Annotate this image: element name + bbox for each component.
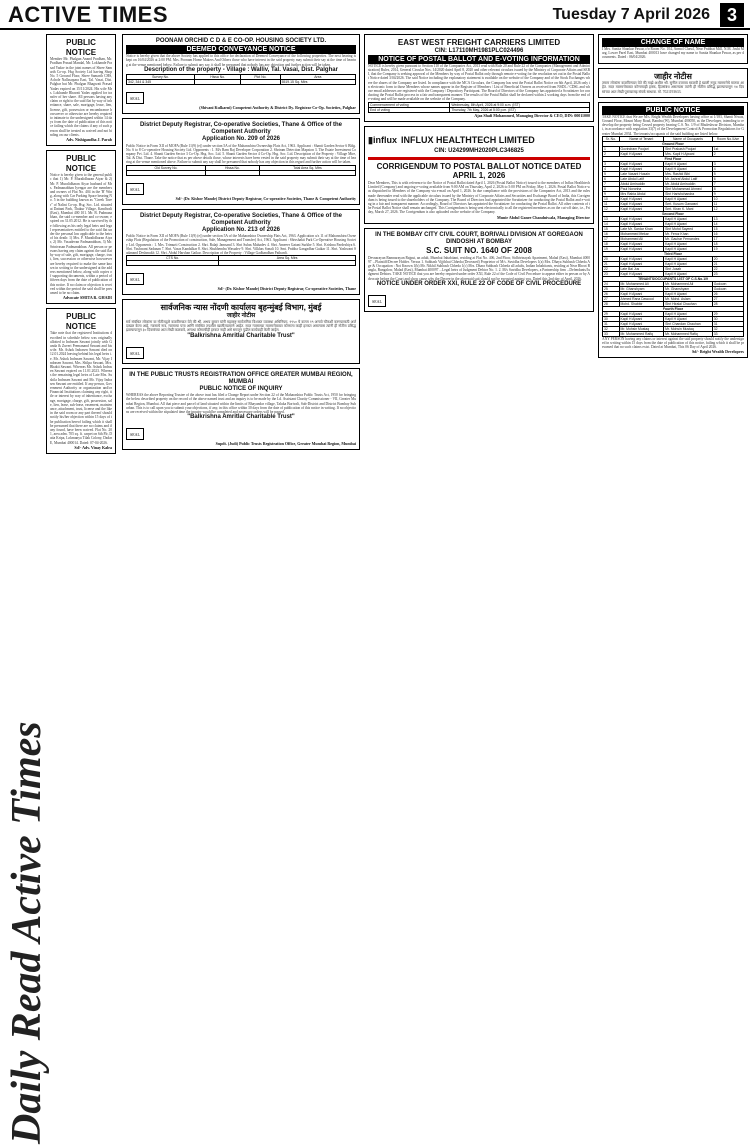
column-3 [364,34,594,1144]
property-table [126,165,356,176]
notice-heading: CORRIGENDUM TO POSTAL BALLOT NOTICE DATED APRIL 1, 2026 [376,161,582,181]
table-header: Total Area Sq. Mtrs [259,165,355,170]
ddr-notice-1 [122,118,360,205]
ddr-title: District Deputy Registrar, Co-operative Societies, Thane & Office of the Competent Authority [139,121,343,136]
property-table [126,255,356,266]
wing-heading: TENANTS/OCCUPANTS LIST OF C.S.No.1/9 [603,276,744,281]
newspaper-header [0,0,750,30]
public-notice-2 [46,150,116,304]
marathi-subtitle: जाहीर नोटीस [226,312,256,319]
table-cell [195,79,241,84]
society-title: POONAM ORCHID C D & E CO-OP. HOUSING SOCIETY LTD. [155,38,327,44]
notice-signature: Sd/- Adv. Vinay Kalra [74,444,112,450]
influx-corrigendum-notice [364,126,594,224]
table-header: Area Sq. Mtrs [219,256,356,261]
table-header: Plot No. [241,74,280,79]
notice-body-text: Devnarayan Ramnarayan Rajput, an adult, Mumbai Inhabitant, residing at Flat No. 406, 2nd Floor, Sidhivinayak Apartment, Malad (East), Mumbai 400097 ...Plaintiff/Decree Holder. Versus 1. Subhash Vijjibhai Chheda (Deceased) Proprietor of M/s. Suvidha Developers 1(a) Mrs. Dhaya Subhash Chheda Age & Occupation : Not Known 1(b) Mr. Nikhil Subhash Chheda 1(c) Mrs. Dhara Subhash Chheda all adults, Indian Inhabitants, residing at Near Bhoot Bangla, Bungalow, Malad (East), Mumbai 400097 ...Legal heirs of Judgment Debtor No. 1. 2. M/s Suvidha Developers, a Partnership firm ...Defendants/Judgment Debtors. TAKE NOTICE that you are hereby required under order XXI, Rule 22 of the Code of Civil Procedure to appear either in person or by Advocate before the Court and show cause why the Decree in the aforesaid suit should not be executed against you. Dated this 2nd day of April, 2026. [368,255,590,281]
notice-body-text: TAKE NOTICE that We are M/s. Bright Wealth Developers having office at 1/183, Shanti Niwas, Ground Floor, Mount Mary Road, Bandra (W), Mumbai 400050, as the Developer, intending to redevelop the property being Cessed property bearing C.S. No. 1/9 of Bhuleshwar Division, Mumbai, in accordance with regulation 33(7) of the Development Control & Promotion Regulations for Greater Mumbai 2034. The tenants/occupants of the said building are listed below. [602,114,744,136]
notice-body-text: Notice is hereby given to the general public that 1) Mr. P. Muralidharan Aiyar & 2) Mr. P. Muralidharan Aiyar husband of Mrs. Padmanabhan Iyengar are the members and owners of Flat No. 404 in the 'B' Wing, along with Car Parking Space bearing No. 5 in the building known as "Greek Taver" of Nalini Co-op. Hsg. Soc. Ltd. situated at Dattani Park, Thakur Village, Kandivali (East), Mumbai 400 101. Mr. B. Padmanabhan, the said co-member and co-owner, expired on 31.05.2012. He is survived by the following as his only legal heirs and legal representatives entitled to the said flat under the personal law applicable to the heirs of his death: 1) Mrs. P. Muralidharan Aiyar, 2) Mr. Vasudevan Padmanabhan, 3) Mr. Srinivasan Padmanabhan. All person or persons having any claim against the said flat by way of sale, gift, mortgage, charge, trust, lien, succession or otherwise howsoever are hereby required to make the same known in writing to the undersigned at the address mentioned below, along with copies of supporting documents, within a period of fifteen days from the date of publication of this notice. If no claim or objection is received within the period the said shall be presumed to be no claim. [50,173,112,295]
table-cell: End of voting [369,107,450,112]
notice-body-text: तमाम लोकांना कळविण्यात येते की माझे अशील श्री. सुनील दत्तात्रय साळवी हे खाली नमूद मालमत्तेचे मालक आहेत. सदर मालमत्तेबाबत कोणाचाही हक्क, हितसंबंध असल्यास त्यांनी ही नोटीस प्रसिद्ध झाल्यापासून १४ दिवसांच्या आत लेखी पुराव्यासह संपर्क साधावा. मो. 7021193633. [602,81,744,94]
table-header: Name of Tenant [619,136,664,141]
table-cell: Commencement of voting [369,102,450,107]
notice-signature: Ajaz Shafi Mohammed, Managing Director & CEO, DIN: 00011000 [474,112,590,118]
notice-body-text: ANY PERSON having any claims or interest against the said property should notify the undersigned in writing within 15 days from the date of publication of this notice, failing which it shall be presumed that no such claims exist. Dated at Mumbai, This 06 Day of April 2026. [602,336,744,350]
notice-signature: (Shivani Kulkarni) Competent Authority & District Dy. Registrar Co-Op. Societies, Palghar [199,104,356,110]
notice-body-text: Dear Members, This is with reference to the Notice of Postal Ballot dated April 1, 2026 (Postal Ballot Notice) issued to the members of Influx Healthtech Limited (Company) and ongoing e-voting available from 9:00 AM on Thursday, April 2, 2026 to 5:00 PM on Friday, May 1, 2026. Postal Ballot Notice was dispatched to Members of the Company via e-mail on April 1, 2026. In due compliance with the provisions of the Companies Act, 2013 and the rules made thereunder read with the applicable circulars issued by the Ministry of Corporate Affairs and Securities and Exchange Board of India, this Corrigendum is being issued to the shareholders of the Company. The Board of Directors had appointed the Scrutinizer for conducting the Postal Ballot and e-voting in a fair and transparent manner. Accordingly, Board of Directors has appointed the Scrutinizer for conducting the Postal Ballot. All other contents of the Postal Ballot Notice shall remain unchanged. This Corrigendum is being sent electronically to all the registered members as on the cut-off date, i.e., Friday, March 27, 2026. The Corrigendum is also uploaded on the website of the Company. [368,180,590,215]
application-number: Application No. 213 of 2026 [201,226,281,233]
column-1 [46,34,116,1144]
floor-row: Third Floor [603,251,744,256]
suit-number: S.C. SUIT NO. 1640 OF 2008 [426,245,532,255]
pt-subtitle: PUBLIC NOTICE OF INQUIRY [199,386,283,393]
page-number: 3 [720,3,744,27]
table-header: Room No./Use [712,136,743,141]
notice-heading: DEEMED CONVEYANCE NOTICE [126,45,356,54]
ewf-postal-ballot-notice [364,34,594,122]
notice-body-text: Public Notice in Form XII of MOFA (Rule 11(9) (e)) under section 5A of the Maharashtra Ownership Flats Act, 1963. Application u/s 11 of Maharashtra Ownership Flats (Regulation of the Promotion of construction, Sale, Management and Transfer) Act, 1963. Applicant : Shivshakti Park Co-Operative Housing Society Ltd. Opponents : 1. Mrs. Trimurti Construction 2. Shri. Balaji Jamsand 3. Shri Suhas Mahadev 4. Shri. Ameeer Gatani Surkhe 5. Shri. Krishna Pardeshiya 6. Shri. Yashwant Sadanan 7. Shri. Vasas Kandalkar 8. Shri. Shubhendra Wasudev 9. Shri. Vilkhas Sonali 10. Smt. Prabha Gangadhar Gaikar 11. Shri. Yashwant Sadanand Deshmukh 12. Shri. Abdul Harshan Gaikar. Description of the Property : Village Gadbandhan Pathardi. [126,234,356,255]
notice-body-text: NOTICE is hereby given pursuant to Section 110 of the Companies Act, 2013 read with Rule 20 and Rule 22 of the Companies (Management and Administration) Rules, 2014, General Circular Nos. 14/2020 dated April 8, 2020 and other relevant circulars issued by the Ministry of Corporate Affairs and SEBI, that the Company is seeking approval of the Members by way of Postal Ballot only through remote e-voting for the resolution set out in the Postal Ballot Notice dated 3/04/2026. The said Notice including the explanatory statement is available on the website of the Company and of the Stock Exchanges where the shares of the Company are listed. In compliance with the MCA Circulars, the Company has sent the Postal Ballot Notice on 6th April, 2026 only in electronic form to those Members whose names appear in the Register of Members / List of Beneficial Owners as received from NSDL / CDSL and whose email addresses are registered with the Company / Depository Participant. The Board of Directors of the Company has appointed a Scrutinizer for conducting the Postal Ballot process in a fair and transparent manner. The results of the Postal Ballot shall be declared within 2 working days from the end of e-voting and will be made available on the website of the Company. [368,63,590,102]
table-cell: 5519.15 Sq. Mtrs [280,79,355,84]
office-seal: SEAL [126,183,144,195]
table-header: Area [280,74,355,79]
office-seal: SEAL [126,92,144,104]
influx-logo: ▮influx [368,134,397,145]
court-title: IN THE BOMBAY CITY CIVIL COURT, BORIVALI DIVISION AT GOREGAON DINDOSHI AT BOMBAY [375,231,583,245]
notice-signature: Advocate SMITA R. GHADI [62,295,112,301]
floor-row: First Floor [603,156,744,161]
notice-body-text: Public Notice in Form XII of MOFA (Rule 11(9) (e)) under section 5A of the Maharashtra Ownership Flats Act, 1963. Applicant : Shanti Garden Sector 6 Bldg. No. 6 to 8 Co-operative Housing Society Ltd. Opponents : 1. M/s Ram Raj Developer Corporation 2. Shriram Detection Mapsion 3. The Estate Investment Company Pvt. Ltd. 4. Shanti Garden Sector 3 Co-Op. Hsg. Soc. Ltd. 5. Shanti Garden Sector 4 Co-Op. Hsg. Soc. Ltd. Description of the Property : Village Mire, Tal. & Dist. Thane. Take the notice that as per above details those, whose interests have been vested in the said property may submit their say at the time of hearing at the venue mentioned above. Failure to submit any say shall be presumed that nobody has any objection in this regard and further action will be taken. [126,143,356,165]
floor-row: Fourth Floor [603,306,744,311]
tenants-table: Sr. No. Name of Tenant Name of Occupants Room No./Use Ground Floor 1 Govindram Poojari Shri Prakash Poojari 1st 2 Kapil H Ajwani Mrs. Kapil H Ajwani 2 First Floor 3 Kapil H Ajwani Kapil H Ajwani 3 4 Kapil H Ajwani Kapil H Ajwani 4 5 Late Vasant Husain Mrs. Rashid Bibi 5 6 Late Abdul Latif Mr. Ashraf Abdul Latif 6 7 Abdul Amiruddin Mr. Abdul Amiruddin 7 8 Paul Noronha Shri Muhammad Ahmed 8 9 Mrs Rabia Abdul Shri Harishchandra 9 10 Kapil H Ajwani Kapil H Ajwani 10 11 Kapil H Ajwani Smt. Kusum Ganwani 11 12 Kapil H Ajwani Smt. Kiran K. Mani 12 Second Floor 13 Kapil H Ajwani Kapil H Ajwani 13 14 Kapil H Ajwani Kapil H Ajwani 14 15 Late Mr. Sardar Khan Shri Mohd Sayeed 15 16 Mohammed Iftekar Mr. Feroz Khan 16 17 Mohammed Ali Mr. Gauhar Fernandes 17 18 Kapil H Ajwani Kapil H Ajwani 18 19 Kapil H Ajwani Kapil H Ajwani 19 Third Floor 20 Kapil H Ajwani Kapil H Ajwani 20 21 Kapil H Ajwani Kapil H Ajwani 21 22 Late Bai Jus Shri Jusab 22 23 Kapil H Ajwani Kapil H Ajwani 23 TENANTS/OCCUPANTS LIST OF C.S.No.1/9 24 Mr. Mohammed Ali Mr. Mohammed Ali Godown 25 Mr. Ghanshyam Mr. Ghanshyam Godown 26 Kapil H Ajwani Kapil H Ajwani 26 27 Ahmed Rana Dawood Mr. Mohd. Aslam 27 28 Mohd. Shabbir Shri Hiralal Chauhan 28 Fourth Floor 29 Kapil H Ajwani Kapil H Ajwani 29 30 Kapil H Ajwani Kapil H Ajwani 30 31 Kapil H Ajwani Shri Chandan Chauhan 31 32 Mr. Mohsin Mustaq Mr. Mohsin Mustaq 32 33 Mr. Mohammed Rafiq Mr. Mohammed Rafiq 33 [602,136,744,337]
company-name: EAST WEST FREIGHT CARRIERS LIMITED [397,38,561,47]
public-trusts-notice [122,368,360,451]
table-header: Survey No. [127,74,195,79]
table-cell: Wednesday, 8th April, 2026 at 9:00 a.m. (IST) [450,102,590,107]
notice-signature: Supdt. (Judi) Public Trusts Registration Office, Greater Mumbai Region, Mumbai [215,441,356,447]
notice-signature: Sd/- (Dr. Kishor Mande) District Deputy Registrar, Co-operative Societies, Thane & Competent Authority [175,195,356,201]
office-seal: SEAL [126,273,144,285]
property-table [126,74,356,85]
notice-body-text: Take note that the registered Institutions described in schedule below was originally allotted to Indrasen Sawant jointly with Gunda & Zuveri Premanand Sawant and his wife. Mr. Ashok Indrasen Sawant died on 12.01.2024 leaving behind his legal heirs i.e. Mr. Ashok Indrasen Sawant, Mr. Vijay Indrasen Sawant, Mrs. Shilpa Sawant, Mrs. Bhakti Sawant. Whereas Mr. Ashok Indrasen Sawant expired on 11.01.2023. Whereas the remaining legal heirs of Late Mrs. Sushila Indrasen Sawant and Mr. Vijay Indrasen Sawant are entitled. If any person, Government Authority or organization and/or Financial Institutions claiming any right, title or interest by way of inheritance, exchange, mortgage, charge, gift, possession, sale, lien, lease, sub-lease, easement, maintenance, attachment, trust, license and the like in the said room or any part thereof should notify his/her objection within 15 days of the publication hereof failing which it shall be presumed that there are no claims and if any found, have been waived. Flat No. 201, area adm. 705 sq. ft. carpet on 6th Flr, Datta Kripa, Lokmanya Tilak Colony, Dadar E, Mumbai 400014. Dated: 07-04-2026. [50,331,112,445]
notice-heading: CHANGE OF NAME [602,38,744,47]
office-seal: SEAL [126,428,144,440]
notice-body-text: Member Mr. Phalgun Anand Pradhan, Mr. Pradhan Prasad Mandal, Mr. Lokhande Prasad Yadav in the joint names of Shree Samarth Co-op. Hsg Society Ltd having Shop No. 5 Ground Floor, Shree Samarth CHS, Achole Nallasopara East, Tal. Vasai, Dist. Palghar but Mr. Phalgun Bhagwati Prasad Yadav expired on 15/11/2024. His wife Mrs. Lokhande Bhavati Yadav applied for transfer of her share. All persons having any claim or right to the said flat by way of inheritance, share, sale, mortgage, lease, lien, license, gift, possession or encumbrance howsoever or otherwise are hereby required to intimate to the undersigned within 14 days from the date of publication of this notice failing which the claims if any of such person shall be treated as waived and not binding on our clients. [50,57,112,137]
table-header: CTS No. [127,256,219,261]
property-description: Description of the property - Village : Walliv, Tal. Vasai, Dist. Palghar [144,66,338,73]
court-notice-heading: NOTICE UNDER ORDER XXI, RULE 22 OF CODE OF CIVIL PROCEDURE [376,280,582,287]
floor-row: Ground Floor [603,141,744,146]
table-cell: 342, 344 & 345 [127,79,195,84]
court-seal: SEAL [368,295,386,307]
notice-title: PUBLIC NOTICE [65,312,97,331]
trust-name: "Balkrishna Amritlal Charitable Trust" [187,414,295,421]
company-cin: CIN: L17110MH1981PLC024496 [434,47,524,54]
public-notice-1 [46,34,116,146]
pt-title: IN THE PUBLIC TRUSTS REGISTRATION OFFICE GREATER MUMBAI REGION, MUMBAI [129,371,353,385]
notice-heading: जाहीर नोटीस [654,71,692,81]
marathi-trust-notice [122,299,360,364]
trust-name: "Balkrishna Amritlal Charitable Trust" [187,332,295,339]
notice-body-text: WHEREAS the above Reporting Trustee of the above trust has filed a Change Report under Section 22 of the Maharashtra Public Trusts Act, 1950 for bringing the below described property on the record of the above named trust and an inquiry is to be made by the Ld. Assistant Charity Commissioner - VII, Greater Mumbai Region, Mumbai. All that piece and parcel of land situated within the limits of Bhayandar village, Taluka Borivali, Sub-District and District Bombay Suburban. This is to call upon you to submit your objections, if any, in this office within 30 days from the date of publication of this notice in writing. If no objections are received within the stipulated time the inquiry would be completed and necessary orders will be passed. [126,393,356,415]
notice-body-text: सर्व संबंधित लोकांना या नोटीसद्वारे कळविण्यात येते की श्री. अभय कुमार यांनी महाराष्ट्र सार्वजनिक विश्वस्त व्यवस्था अधिनियम, १९५० चे कलम १९ अन्वये चौकशी करण्यासाठी अर्ज दाखल केला आहे. न्यासाचे नाव, न्यासाचा पत्ता आणि संबंधित तपशील खालीलप्रमाणे आहेत. सदर न्यासाच्या मालमत्तेबाबत कोणाला काही हरकत असल्यास त्यांनी ही नोटीस प्रसिद्ध झाल्यापासून ३० दिवसांच्या आत लेखी कळवावे, अन्यथा कोणाचीही हरकत नाही असे समजून पुढील कार्यवाही केली जाईल. [126,319,356,333]
company-name: INFLUX HEALTHTECH LIMITED [400,134,535,145]
notice-signature: Munir Abdul Ganee Chandniwala, Managing Director [497,214,590,220]
notice-heading: NOTICE OF POSTAL BALLOT AND E-VOTING INFORMATION [368,55,590,64]
issue-date: Tuesday 7 April 2026 [552,6,710,23]
notice-signature: Sd/- (Dr. Kishor Mande) District Deputy Registrar, Co-operative Societies, Thane [217,286,356,292]
notice-body-text: Notice is hereby given that the above Society has applied to this office for declaration of Deemed Conveyance of the following properties. The next hearing is kept on 16/04/2026 at 2:00 PM. Mrs. Poonam Home Makers And Others those who have interest in the said property may submit their say at the time of hearing at the venue mentioned below. Failure to submit any say, it shall be presumed that nobody has any objection and further action will be taken. [126,54,356,67]
notice-title: PUBLIC NOTICE [65,154,97,173]
evoting-schedule-table [368,102,590,113]
column-2 [122,34,360,1144]
deemed-conveyance-notice [122,34,360,114]
change-of-name [598,34,748,64]
spine-text: Daily Read Active Times [4,721,50,1144]
office-seal: SEAL [126,347,144,359]
column-4 [598,34,748,1144]
ddr-title: District Deputy Registrar, Co-operative Societies, Thane & Office of the Competent Authority [139,212,343,226]
ddr-notice-2 [122,209,360,296]
civil-court-notice [364,228,594,312]
table-header: Sr. No. [603,136,620,141]
divider [368,157,590,160]
public-notice-3 [46,308,116,454]
notice-signature: Adv. Nishigandha J. Parab [66,137,112,143]
masthead: ACTIVE TIMES [8,2,169,27]
vertical-spine-banner [0,34,50,1144]
hindi-notice [598,68,748,98]
table-header: Old Survey No. [127,165,206,170]
notice-heading: PUBLIC NOTICE [602,106,744,115]
tenants-public-notice [598,102,748,359]
table-header: Name of Occupants [664,136,713,141]
marathi-title: सार्वजनिक न्यास नोंदणी कार्यालय बृहन्मुंबई विभाग, मुंबई [160,303,322,313]
table-header: Hissa No. [206,165,260,170]
table-header: Hissa No. [195,74,241,79]
notice-body-text: I Mrs. Sunita Shankar Pawar, r/o Room No. 104, Anmol Chawl, Near Prabhat Mill, N.M. Joshi Marg, Lower Parel East, Mumbai 400013 have changed my name to Sunita Shankar Pawar, as per documents. Dated : 06/04/2026. [602,47,744,60]
floor-row: Second Floor [603,211,744,216]
application-number: Application No. 209 of 2026 [201,136,281,143]
notice-title: PUBLIC NOTICE [65,38,97,57]
notice-signature: Sd/- Bright Wealth Developers [691,349,744,355]
table-cell [241,79,280,84]
table-cell: Thursday, 7th May, 2026 at 5:00 p.m. (IST) [450,107,590,112]
company-cin: CIN: U24299MH2020PLC346825 [434,147,524,154]
